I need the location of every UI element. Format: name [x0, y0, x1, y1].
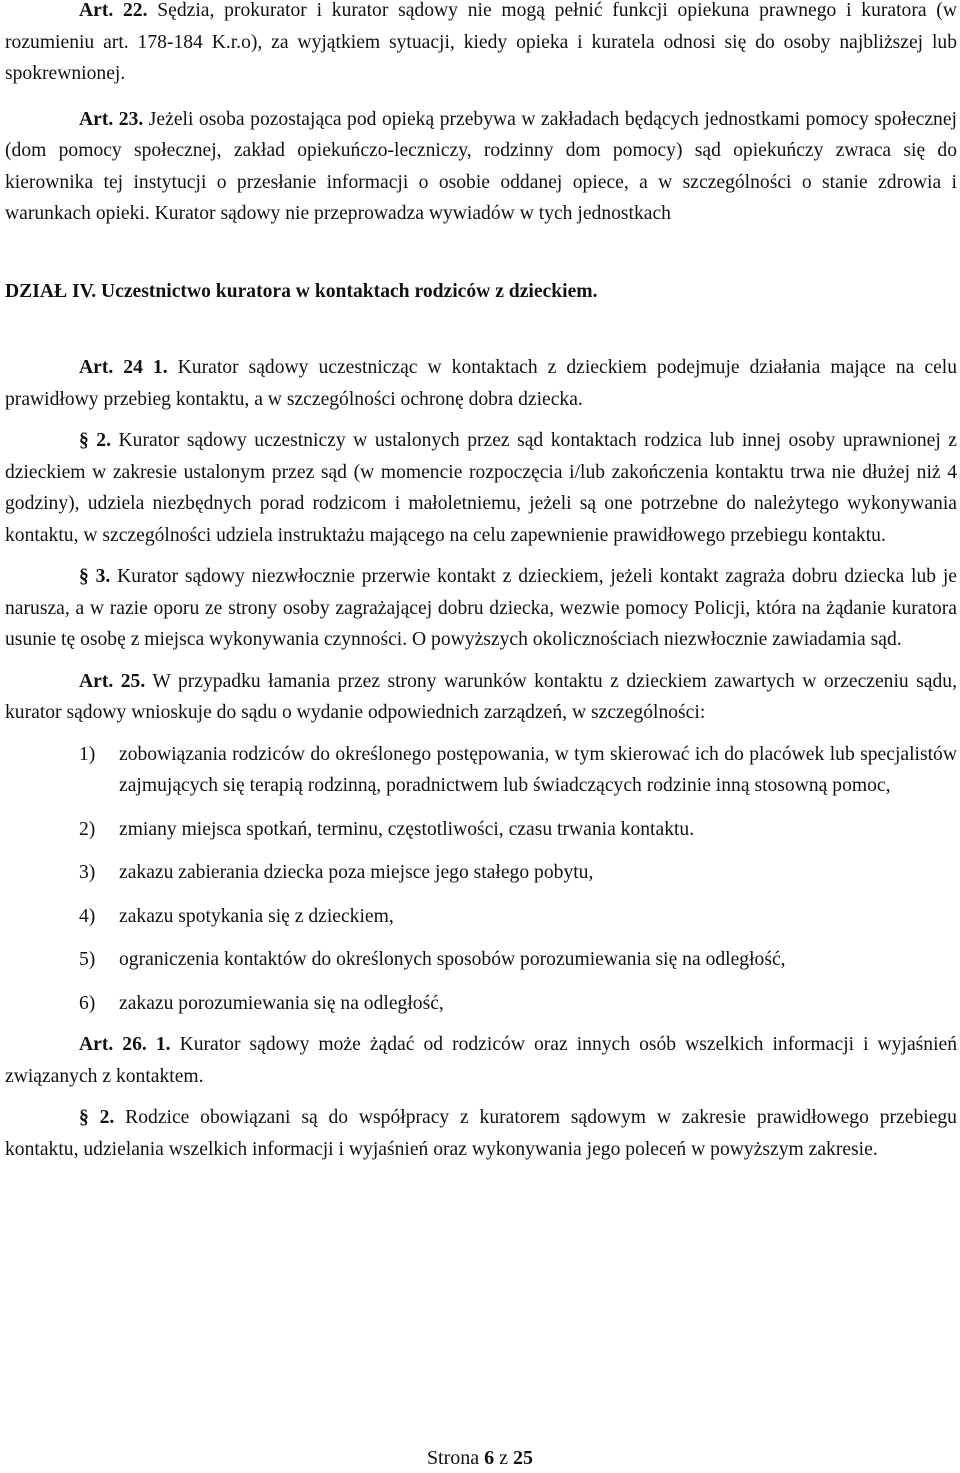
art26-paragraph-1 [5, 1029, 957, 1092]
list-item-text: ograniczenia kontaktów do określonych sposobów porozumiewania się na odległość, [119, 949, 786, 970]
art24-paragraph-3 [5, 561, 957, 656]
art25-text: W przypadku łamania przez strony warunków kontaktu z dzieckiem zawartych w orzeczeniu sądu, kurator sądowy wnioskuje do sądu o wydanie odpowiednich zarządzeń, w szczególności: [5, 670, 957, 723]
art24-p3-text: Kurator sądowy niezwłocznie przerwie kontakt z dzieckiem, jeżeli kontakt zagraża dobru dziecka lub je narusza, a w razie oporu ze strony osoby zagrażającej dobru dziecka, wezwie pomocy Policji, która na żądanie kuratora usunie tę osobę z miejsca wykonywania czynności. O powyższych okolicznościach niezwłocznie zawiadamia sąd. [5, 566, 958, 650]
list-item-text: zmiany miejsca spotkań, terminu, częstotliwości, czasu trwania kontaktu. [119, 818, 695, 840]
list-item-text: zakazu zabierania dziecka poza miejsce jego stałego pobytu, [119, 862, 594, 883]
art24-p2-number: 2. [96, 430, 111, 451]
section-heading: DZIAŁ IV. Uczestnictwo kuratora w kontaktach rodziców z dzieckiem. [5, 280, 598, 302]
art26-p1-text: Kurator sądowy może żądać od rodziców oraz innych osób wszelkich informacji i wyjaśnień związanych z kontaktem. [5, 1034, 958, 1087]
list-item [5, 857, 957, 889]
list-item-text: zobowiązania rodziców do określonego postępowania, w tym skierować ich do placówek lub specjalistów zajmujących się terapią rodzinną, poradnictwem lub świadczących rodzinie inną stosowną pomoc, [119, 743, 957, 796]
art23-text: Jeżeli osoba pozostająca pod opieką przebywa w zakładach będących jednostkami pomocy społecznej (dom pomocy społecznej, zakład opiekuńczo-leczniczy, rodzinny dom pomocy) sąd opiekuńczy zwraca się do kierownika tej instytucji o przesłanie informacji o osobie oddanej opiece, a w szczególności o stanie zdrowia i warunkach opieki. Kurator sądowy nie przeprowadza wywiadów w tych jednostkach [5, 108, 957, 224]
footer-page-number: 6 [484, 1447, 495, 1469]
art25-list [5, 739, 957, 1020]
list-item [5, 901, 957, 933]
list-item-text: zakazu spotykania się z dzieckiem, [119, 905, 394, 927]
list-item-number: 5) [79, 949, 96, 970]
section-sign: § [79, 1107, 89, 1128]
art24-paragraph-1 [5, 352, 957, 415]
art24-p1-text: Kurator sądowy uczestnicząc w kontaktach z dzieckiem podejmuje działania mające na celu prawidłowy przebieg kontaktu, a w szczególności ochronę dobra dziecka. [5, 357, 958, 410]
list-item-number: 6) [79, 992, 96, 1014]
list-item-number: 2) [79, 818, 96, 840]
section-sign: § [79, 430, 89, 451]
list-item [5, 739, 957, 802]
art26-label: Art. 26. [79, 1034, 147, 1055]
footer-middle: z [499, 1447, 509, 1469]
art22-paragraph [5, 0, 957, 90]
footer-total-pages: 25 [513, 1447, 534, 1469]
list-item-number: 1) [79, 743, 96, 765]
art23-paragraph [5, 104, 957, 230]
list-item-number: 3) [79, 862, 96, 883]
footer-prefix: Strona [426, 1447, 480, 1469]
list-item [5, 944, 957, 976]
art26-p2-text: Rodzice obowiązani są do współpracy z kuratorem sądowym w zakresie prawidłowego przebiegu kontaktu, udzielania wszelkich informacji i wyjaśnień oraz wykonywania jego poleceń w powyższym zakresie. [5, 1107, 957, 1160]
art24-paragraph-2 [5, 425, 957, 551]
art25-paragraph [5, 666, 957, 729]
list-item [5, 814, 957, 846]
art24-label: Art. 24 [79, 357, 143, 378]
art26-p2-number: 2. [99, 1107, 115, 1128]
art26-paragraph-2 [5, 1102, 957, 1165]
art22-text: Sędzia, prokurator i kurator sądowy nie mogą pełnić funkcji opiekuna prawnego i kuratora (w rozumieniu art. 178-184 K.r.o), za wyjątkiem sytuacji, kiedy opieka i kuratela odnosi się do osoby najbliższej lub spokrewnionej. [5, 0, 957, 84]
list-item-number: 4) [79, 905, 96, 927]
page-footer [0, 1444, 960, 1472]
art25-label: Art. 25. [79, 670, 146, 692]
art24-p2-text: Kurator sądowy uczestniczy w ustalonych przez sąd kontaktach rodzica lub innej osoby uprawnionej z dzieckiem w zakresie ustalonym przez sąd (w momencie rozpoczęcia i/lub zakończenia kontaktu trwa nie dłużej niż 4 godziny), udziela niezbędnych porad rodzicom i małoletniemu, jeżeli są one potrzebne do należytego wykonywania kontaktu, w szczególności udziela instruktażu mającego na celu zapewnienie prawidłowego przebiegu kontaktu. [5, 430, 957, 546]
list-item [5, 988, 957, 1020]
art23-label: Art. 23. [79, 108, 144, 130]
art22-label: Art. 22. [79, 0, 148, 21]
section-sign: § [79, 566, 89, 587]
list-item-text: zakazu porozumiewania się na odległość, [119, 992, 444, 1014]
art24-p1-number: 1. [152, 357, 168, 378]
art24-p3-number: 3. [95, 566, 111, 587]
document-page [5, 0, 957, 1165]
art26-p1-number: 1. [155, 1034, 171, 1055]
